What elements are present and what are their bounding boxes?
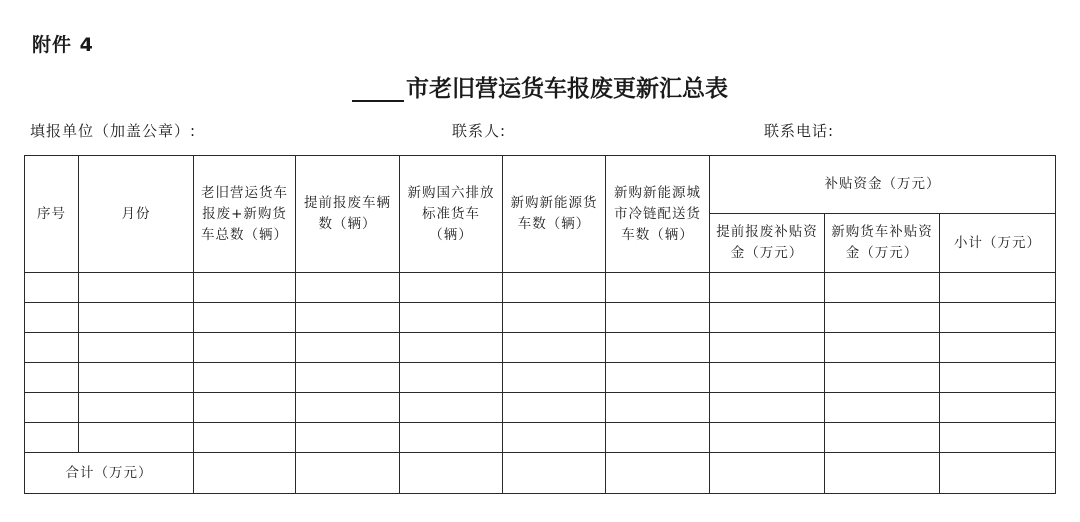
table-cell[interactable]	[606, 363, 710, 393]
header-cold-chain: 新购新能源城市冷链配送货车数（辆）	[606, 156, 710, 273]
table-cell[interactable]	[825, 333, 940, 363]
table-cell[interactable]	[825, 303, 940, 333]
table-cell[interactable]	[400, 333, 503, 363]
table-cell[interactable]	[940, 273, 1056, 303]
header-subsidy-new: 新购货车补贴资金（万元）	[825, 214, 940, 273]
table-cell[interactable]	[400, 273, 503, 303]
field-contact-person: 联系人:	[452, 122, 507, 140]
table-cell[interactable]	[25, 423, 79, 453]
table-cell[interactable]	[825, 453, 940, 494]
attachment-label: 附件 4	[32, 34, 94, 56]
table-cell[interactable]	[79, 423, 194, 453]
table-cell[interactable]	[940, 303, 1056, 333]
table-cell[interactable]	[606, 393, 710, 423]
table-cell[interactable]	[25, 273, 79, 303]
table-cell[interactable]	[606, 273, 710, 303]
table-cell[interactable]	[79, 273, 194, 303]
header-subtotal: 小计（万元）	[940, 214, 1056, 273]
table-cell[interactable]	[296, 363, 400, 393]
table-cell[interactable]	[296, 303, 400, 333]
table-cell[interactable]	[606, 333, 710, 363]
table-cell[interactable]	[710, 393, 825, 423]
table-cell[interactable]	[606, 423, 710, 453]
table-cell[interactable]	[503, 393, 606, 423]
table-cell[interactable]	[503, 363, 606, 393]
table-cell[interactable]	[194, 303, 296, 333]
table-cell[interactable]	[296, 273, 400, 303]
table-cell[interactable]	[25, 303, 79, 333]
header-guo6: 新购国六排放标准货车（辆）	[400, 156, 503, 273]
table-cell[interactable]	[503, 333, 606, 363]
table-cell[interactable]	[296, 453, 400, 494]
table-cell[interactable]	[79, 363, 194, 393]
field-contact-phone: 联系电话:	[764, 122, 835, 140]
table-cell[interactable]	[79, 333, 194, 363]
table-cell[interactable]	[400, 423, 503, 453]
total-row	[25, 453, 1056, 494]
table-row	[25, 333, 1056, 363]
table-cell[interactable]	[503, 423, 606, 453]
table-cell[interactable]	[825, 363, 940, 393]
table-cell[interactable]	[194, 333, 296, 363]
table-cell[interactable]	[25, 393, 79, 423]
table-cell[interactable]	[400, 453, 503, 494]
table-cell[interactable]	[296, 423, 400, 453]
total-label: 合计（万元）	[25, 453, 194, 494]
table-row	[25, 393, 1056, 423]
table-cell[interactable]	[710, 363, 825, 393]
table-cell[interactable]	[25, 333, 79, 363]
table-cell[interactable]	[400, 393, 503, 423]
table-cell[interactable]	[825, 393, 940, 423]
table-cell[interactable]	[400, 303, 503, 333]
table-cell[interactable]	[940, 333, 1056, 363]
table-cell[interactable]	[503, 303, 606, 333]
table-row	[25, 273, 1056, 303]
header-early-scrap: 提前报废车辆数（辆）	[296, 156, 400, 273]
table-cell[interactable]	[710, 423, 825, 453]
table-cell[interactable]	[825, 273, 940, 303]
table-row	[25, 423, 1056, 453]
table-row	[25, 303, 1056, 333]
table-cell[interactable]	[940, 423, 1056, 453]
table-cell[interactable]	[296, 333, 400, 363]
table-cell[interactable]	[79, 303, 194, 333]
table-cell[interactable]	[503, 273, 606, 303]
header-seq: 序号	[25, 156, 79, 273]
summary-table	[24, 155, 1056, 494]
page-title	[0, 70, 1080, 103]
table-cell[interactable]	[606, 303, 710, 333]
table-cell[interactable]	[194, 453, 296, 494]
header-subsidy-scrap: 提前报废补贴资金（万元）	[710, 214, 825, 273]
table-cell[interactable]	[194, 273, 296, 303]
table-row	[25, 363, 1056, 393]
field-reporting-unit: 填报单位（加盖公章）:	[30, 122, 197, 140]
table-cell[interactable]	[710, 303, 825, 333]
table-cell[interactable]	[940, 393, 1056, 423]
table-cell[interactable]	[194, 423, 296, 453]
table-cell[interactable]	[710, 333, 825, 363]
table-cell[interactable]	[825, 423, 940, 453]
table-cell[interactable]	[710, 273, 825, 303]
table-cell[interactable]	[940, 453, 1056, 494]
table-cell[interactable]	[194, 393, 296, 423]
table-cell[interactable]	[606, 453, 710, 494]
table-cell[interactable]	[710, 453, 825, 494]
table-cell[interactable]	[25, 363, 79, 393]
table-cell[interactable]	[503, 453, 606, 494]
title-text: 市老旧营运货车报废更新汇总表	[406, 75, 728, 102]
table-cell[interactable]	[79, 393, 194, 423]
city-blank-line	[352, 78, 404, 102]
header-month: 月份	[79, 156, 194, 273]
table-cell[interactable]	[194, 363, 296, 393]
table-cell[interactable]	[940, 363, 1056, 393]
table-cell[interactable]	[400, 363, 503, 393]
header-new-energy: 新购新能源货车数（辆）	[503, 156, 606, 273]
header-subsidy-group: 补贴资金（万元）	[710, 156, 1056, 214]
header-old-total: 老旧营运货车报废+新购货车总数（辆）	[194, 156, 296, 273]
table-cell[interactable]	[296, 393, 400, 423]
